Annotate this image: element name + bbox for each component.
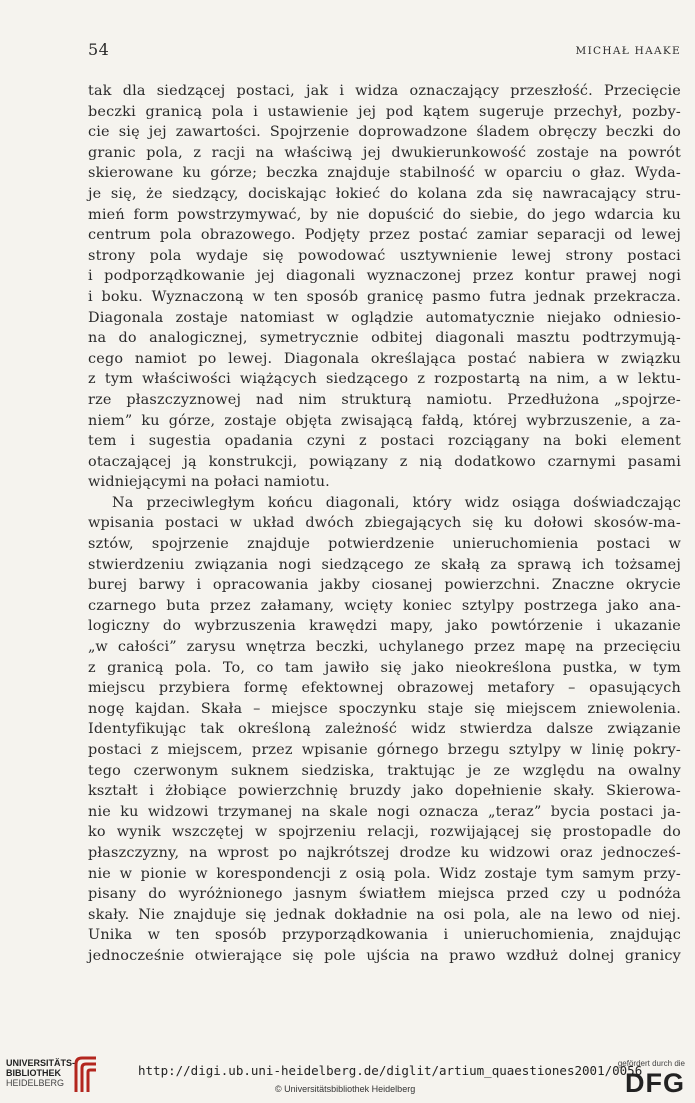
text-line: ko wynik wszczętej w spojrzeniu relacji, rozwijającej się prostopadle do xyxy=(88,824,681,841)
text-line: jednocześnie otwierające się pole ujścia na prawo wzdłuż dolnej granicy xyxy=(88,947,681,964)
text-line: niem” ku górze, zostaje objęta zwisającą fałdą, której wybrzuszenie, a za- xyxy=(88,412,681,429)
running-head: MICHAŁ HAAKE xyxy=(575,45,681,57)
text-line: stwierdzeniu związania nogi siedzącego ze skałą za sprawą ich tożsamej xyxy=(88,556,681,573)
text-line: strony pola wydaje się powodować usztywnienie lewej strony postaci xyxy=(88,247,681,264)
text-line: je się, że siedzący, dociskając łokieć do kolana zda się nawracający stru- xyxy=(88,185,681,202)
text-line: Na przeciwległym końcu diagonali, który widz osiąga doświadczając xyxy=(112,494,681,511)
text-line: tak dla siedzącej postaci, jak i widza oznaczający przeszłość. Przecięcie xyxy=(88,83,681,99)
body-text xyxy=(88,81,681,967)
text-line: i podporządkowanie jej diagonali wyznaczonej przez kontur prawej nogi xyxy=(88,268,681,285)
text-line: nie w pionie w korespondencji z osią pola. Widz zostaje tym samym przy- xyxy=(88,865,681,882)
text-line: miejscu przybiera formę efektownej obrazowej metafory – opasujących xyxy=(88,680,681,697)
text-line: skierowane ku górze; beczka znajduje stabilność w oparciu o głaz. Wyda- xyxy=(88,165,681,182)
text-line: rze płaszczyznowej nad nim strukturą namiotu. Przedłużona „spojrze- xyxy=(88,391,681,408)
text-line: wpisania postaci w układ dwóch zbiegających się ku dołowi skosów-ma- xyxy=(88,515,681,532)
text-line: Unika w ten sposób przyporządkowania i unieruchomienia, znajdując xyxy=(88,927,681,944)
text-line: logiczny do wybrzuszenia krawędzi mapy, jako powtórzenie i ukazanie xyxy=(88,618,681,635)
library-name-line: BIBLIOTHEK xyxy=(6,1068,61,1078)
library-name-line: HEIDELBERG xyxy=(6,1078,65,1088)
text-line: i boku. Wyznaczoną w ten sposób granicę pasmo futra jednak przekracza. xyxy=(88,288,681,305)
text-line: Identyfikując tak określoną zależność widz stwierdza dalsze związanie xyxy=(88,721,681,738)
library-name-line: UNIVERSITÄTS- xyxy=(6,1058,76,1068)
text-line: mień form powstrzymywać, by nie dopuścić do siebie, do jego wdarcia ku xyxy=(88,206,681,223)
text-line: pisany do wyróżnionego jasnym światłem miejsca przed czy u podnóża xyxy=(88,886,681,903)
text-line: burej barwy i opracowania jakby ciosanej powierzchni. Znaczne okrycie xyxy=(88,577,681,594)
text-line: płaszczyzny, na wprost po najkrótszej drodze ku widzowi oraz jednocześ- xyxy=(88,844,681,861)
text-line: postaci z miejscem, przez wpisanie górnego brzegu sztylpy w linię pokry- xyxy=(88,742,681,758)
text-line: cego namiot po lewej. Diagonala określająca postać nabiera w związku xyxy=(88,350,681,367)
text-line: tem i sugestia opadania czyni z postaci rozciągany na boki element xyxy=(88,433,681,450)
copyright-notice: © Universitätsbibliothek Heidelberg xyxy=(275,1084,416,1094)
text-line: na do analogicznej, symetrycznie odbitej diagonali masztu podtrzymują- xyxy=(88,330,681,347)
text-line: nogę kajdan. Skała – miejsce spoczynku staje się miejscem zniewolenia. xyxy=(88,700,681,717)
text-line: „w całości” zarysu wnętrza beczki, uchylanego przez mapę na przecięciu xyxy=(88,639,681,656)
text-line: widniejącymi na połaci namiotu. xyxy=(88,474,330,491)
text-line: kształt i żłobiące powierzchnię bruzdy jako dopełnienie skały. Skierowa- xyxy=(88,783,681,800)
text-line: skały. Nie znajduje się jednak dokładnie na osi pola, ale na lewo od niej. xyxy=(88,906,681,923)
text-line: nie ku widzowi trzymanej na skale nogi oznacza „teraz” bycia postaci ja- xyxy=(88,803,681,820)
text-line: sztów, spojrzenie znajduje potwierdzenie unieruchomienia postaci w xyxy=(88,536,681,553)
text-line: centrum pola obrazowego. Podjęty przez postać zamiar separacji od lewej xyxy=(88,227,681,244)
text-line: z granicą pola. To, co tam jawiło się jako nieokreślona pustka, w tym xyxy=(88,659,681,676)
page-number: 54 xyxy=(88,40,110,59)
source-url-link[interactable]: http://digi.ub.uni-heidelberg.de/diglit/artium_quaestiones2001/0056 xyxy=(138,1063,643,1078)
text-line: otaczającej ją konstrukcji, powiązany z nią dodatkowo czarnymi pasami xyxy=(88,453,681,470)
text-line: granic pola, z racji na właściwą jej dwukierunkowość zostaje na powrót xyxy=(88,144,681,161)
text-line: tego czerwonym suknem siedziska, traktując je ze względu na owalny xyxy=(88,762,681,779)
library-logo xyxy=(6,1058,75,1088)
text-line: beczki granicą pola i ustawienie jej pod kątem sugeruje przechył, pozby- xyxy=(88,103,681,120)
footer xyxy=(0,1052,695,1103)
funding-caption: gefördert durch die xyxy=(617,1059,685,1068)
library-mark-icon xyxy=(72,1056,98,1094)
text-line: z tym właściwości wiążących siedzącego z rozpostartą na nim, a w lektu- xyxy=(88,371,681,388)
dfg-logo: DFG xyxy=(625,1068,685,1098)
text-line: Diagonala zostaje natomiast w oglądzie automatycznie niejako odniesio- xyxy=(88,309,681,326)
text-line: cie się jej zawartości. Spojrzenie doprowadzone śladem obręczy beczki do xyxy=(88,124,681,141)
text-line: czarnego buta przez załamany, wcięty koniec sztylpy postrzega jako ana- xyxy=(88,597,681,614)
